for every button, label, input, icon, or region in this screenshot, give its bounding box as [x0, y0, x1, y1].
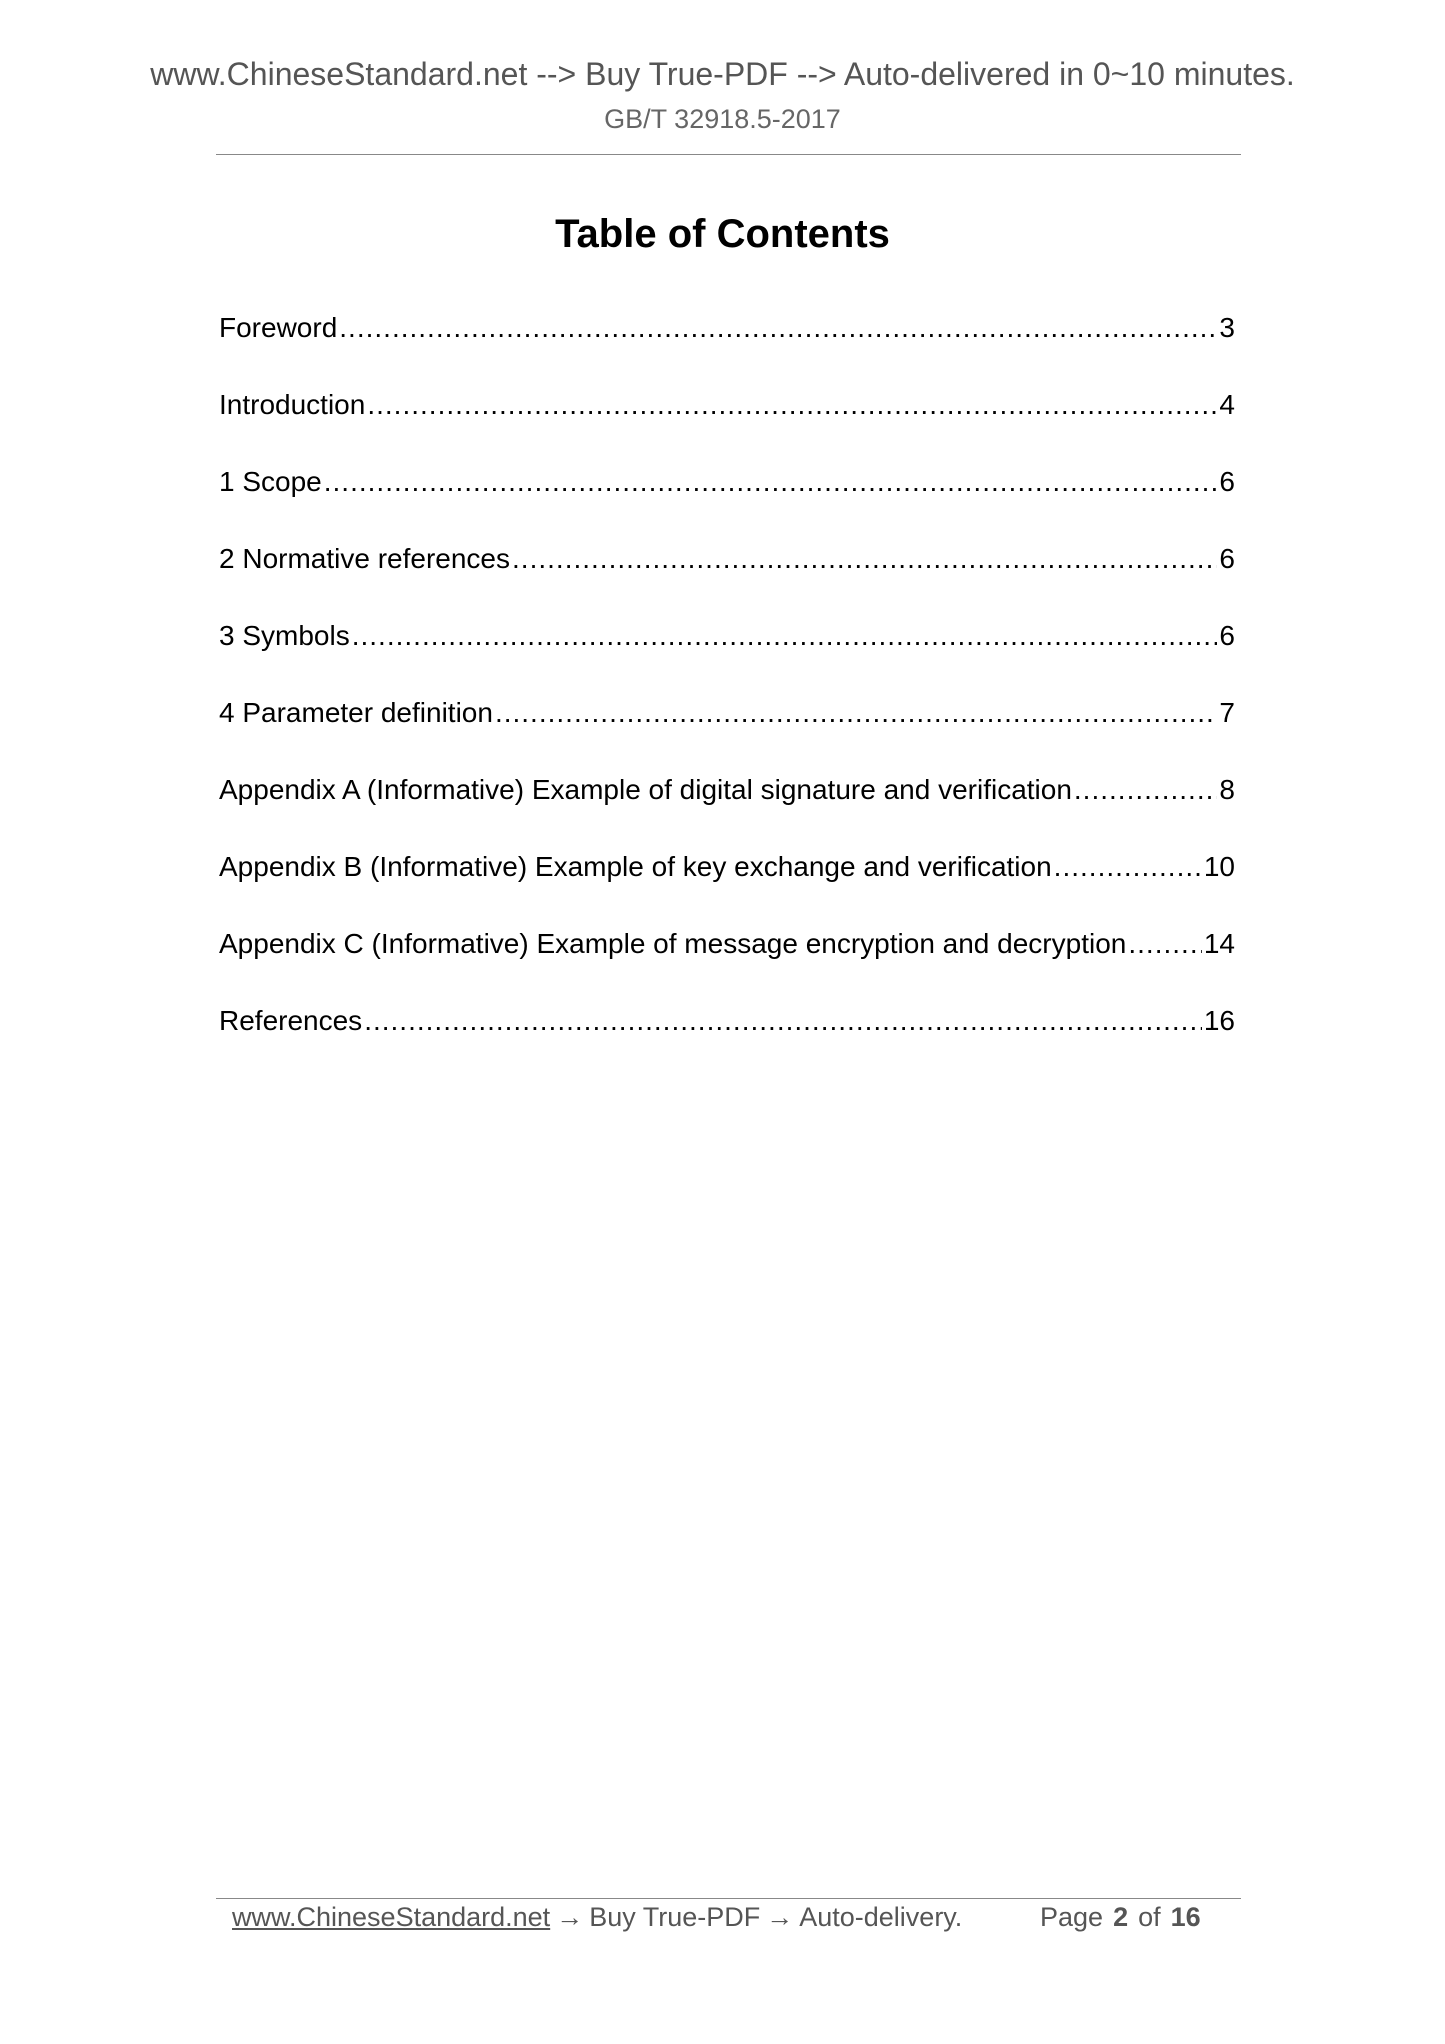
- toc-entry-symbols[interactable]: [219, 620, 1235, 697]
- table-of-contents: [219, 312, 1235, 1082]
- toc-entry-page: 6: [1219, 466, 1235, 497]
- toc-entry-label: Appendix B (Informative) Example of key exchange and verification: [219, 851, 1052, 882]
- page-title: Table of Contents: [555, 212, 890, 256]
- current-page: 2: [1113, 1902, 1129, 1932]
- toc-leader-dots: [324, 466, 1218, 498]
- toc-entry-references[interactable]: [219, 1005, 1235, 1082]
- footer-delivery-text: Auto-delivery.: [799, 1902, 963, 1932]
- toc-leader-dots: [1074, 774, 1218, 806]
- arrow-right-icon: →: [766, 1902, 794, 1932]
- toc-entry-parameter-definition[interactable]: [219, 697, 1235, 774]
- footer-buy-text: Buy True-PDF: [589, 1902, 761, 1932]
- page-footer: [232, 1902, 1232, 1933]
- toc-entry-label: Foreword: [219, 312, 338, 343]
- toc-entry-page: 16: [1203, 1005, 1235, 1036]
- toc-entry-label: 2 Normative references: [219, 543, 511, 574]
- toc-entry-page: 7: [1219, 697, 1235, 728]
- header-divider: [216, 154, 1241, 155]
- toc-entry-page: 6: [1219, 543, 1235, 574]
- toc-entry-label: 1 Scope: [219, 466, 322, 497]
- toc-entry-label: References: [219, 1005, 363, 1036]
- header-banner: www.ChineseStandard.net --> Buy True-PDF --> Auto-delivered in 0~10 minutes.: [150, 56, 1295, 92]
- of-word: of: [1138, 1902, 1161, 1932]
- footer-site-link[interactable]: www.ChineseStandard.net: [232, 1902, 551, 1932]
- toc-entry-page: 3: [1219, 312, 1235, 343]
- toc-entry-page: 4: [1219, 389, 1235, 420]
- toc-entry-appendix-b[interactable]: [219, 851, 1235, 928]
- toc-leader-dots: [1054, 851, 1202, 883]
- toc-leader-dots: [1128, 928, 1201, 960]
- toc-entry-page: 6: [1219, 620, 1235, 651]
- toc-leader-dots: [339, 312, 1217, 344]
- arrow-right-icon: →: [556, 1902, 584, 1932]
- toc-entry-label: 4 Parameter definition: [219, 697, 493, 728]
- toc-entry-scope[interactable]: [219, 466, 1235, 543]
- toc-leader-dots: [352, 620, 1218, 652]
- toc-entry-label: 3 Symbols: [219, 620, 350, 651]
- toc-entry-appendix-c[interactable]: [219, 928, 1235, 1005]
- toc-entry-appendix-a[interactable]: [219, 774, 1235, 851]
- footer-divider: [216, 1898, 1241, 1899]
- toc-entry-foreword[interactable]: [219, 312, 1235, 389]
- toc-leader-dots: [495, 697, 1217, 729]
- toc-entry-page: 8: [1219, 774, 1235, 805]
- toc-entry-normative-references[interactable]: [219, 543, 1235, 620]
- toc-leader-dots: [512, 543, 1217, 575]
- toc-entry-label: Introduction: [219, 389, 366, 420]
- toc-entry-label: Appendix C (Informative) Example of message encryption and decryption: [219, 928, 1127, 959]
- toc-entry-page: 14: [1203, 928, 1235, 959]
- toc-leader-dots: [364, 1005, 1202, 1037]
- toc-entry-page: 10: [1203, 851, 1235, 882]
- total-pages: 16: [1170, 1902, 1201, 1932]
- page-number: [1040, 1902, 1211, 1933]
- toc-leader-dots: [367, 389, 1217, 421]
- page-word: Page: [1040, 1902, 1104, 1932]
- toc-entry-label: Appendix A (Informative) Example of digital signature and verification: [219, 774, 1072, 805]
- standard-id: GB/T 32918.5-2017: [604, 104, 841, 134]
- toc-entry-introduction[interactable]: [219, 389, 1235, 466]
